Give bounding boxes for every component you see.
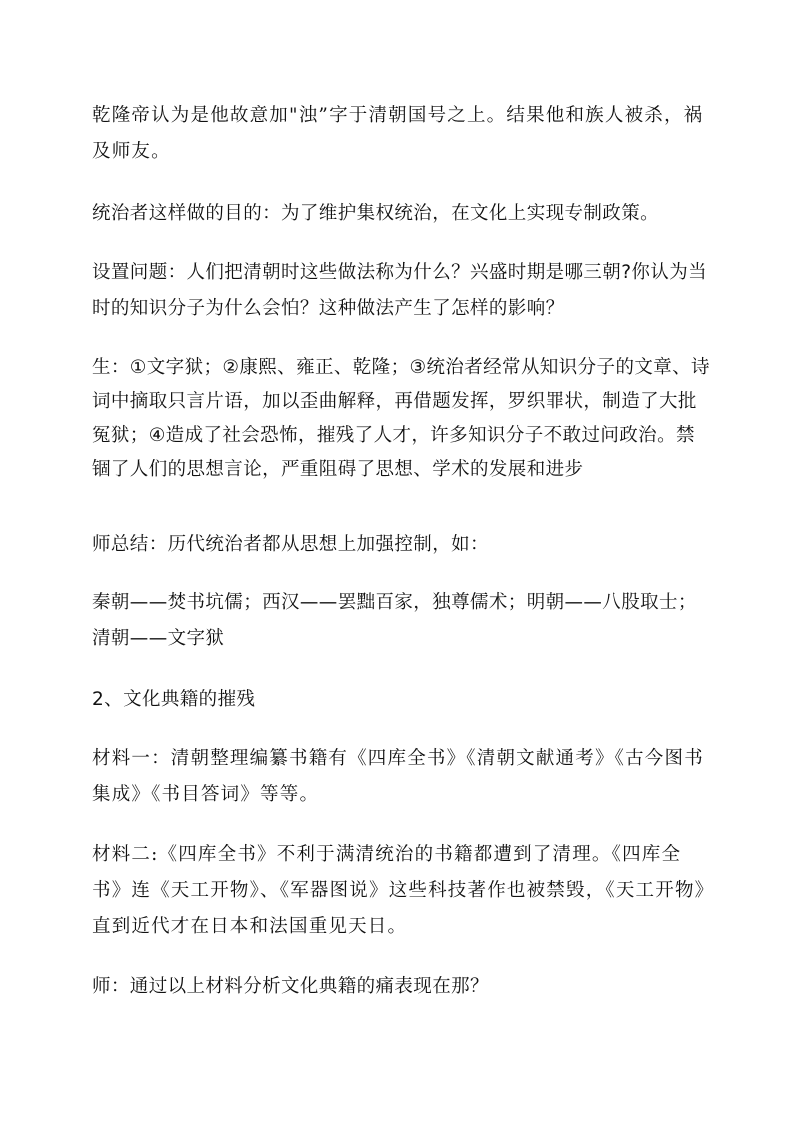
section-heading-culture: 2、文化典籍的摧残 bbox=[92, 689, 256, 710]
paragraph-teacher-question: 师：通过以上材料分析文化典籍的痛表现在那？ bbox=[92, 976, 489, 997]
paragraph-material-two: 材料二:《四库全书》不利于满清统治的书籍都遭到了清理。《四库全书》连《天工开物》、《军器图说》这些科技著作也被禁毁，《天工开物》直到近代才在日本和法国重见天日。 bbox=[92, 844, 706, 937]
paragraph-dynasty-controls: 秦朝——焚书坑儒；西汉——罢黜百家，独尊儒术；明朝——八股取士；清朝——文字狱 bbox=[92, 592, 697, 649]
paragraph-teacher-summary: 师总结：历代统治者都从思想上加强控制，如： bbox=[92, 534, 489, 555]
paragraph-material-one: 材料一：清朝整理编纂书籍有《四库全书》《清朝文献通考》《古今图书集成》《书目答词》等等。 bbox=[92, 748, 704, 805]
paragraph-student-answer: 生：①文字狱；②康熙、雍正、乾隆；③统治者经常从知识分子的文章、诗词中摘取只言片语，加以歪曲解释，再借题发挥，罗织罪状，制造了大批冤狱；④造成了社会恐怖，摧残了人才，许多知识分子不敢过问政治。禁锢了人们的思想言论，严重阻碍了思想、学术的发展和进步 bbox=[92, 357, 710, 480]
paragraph-qianlong-verdict: 乾隆帝认为是他故意加"浊”字于清朝国号之上。结果他和族人被杀，祸及师友。 bbox=[92, 105, 704, 162]
paragraph-questions: 设置问题：人们把清朝时这些做法称为什么？兴盛时期是哪三朝?你认为当时的知识分子为什么会怕？这种做法产生了怎样的影响？ bbox=[92, 262, 708, 319]
paragraph-ruler-purpose: 统治者这样做的目的：为了维护集权统治，在文化上实现专制政策。 bbox=[92, 203, 660, 224]
